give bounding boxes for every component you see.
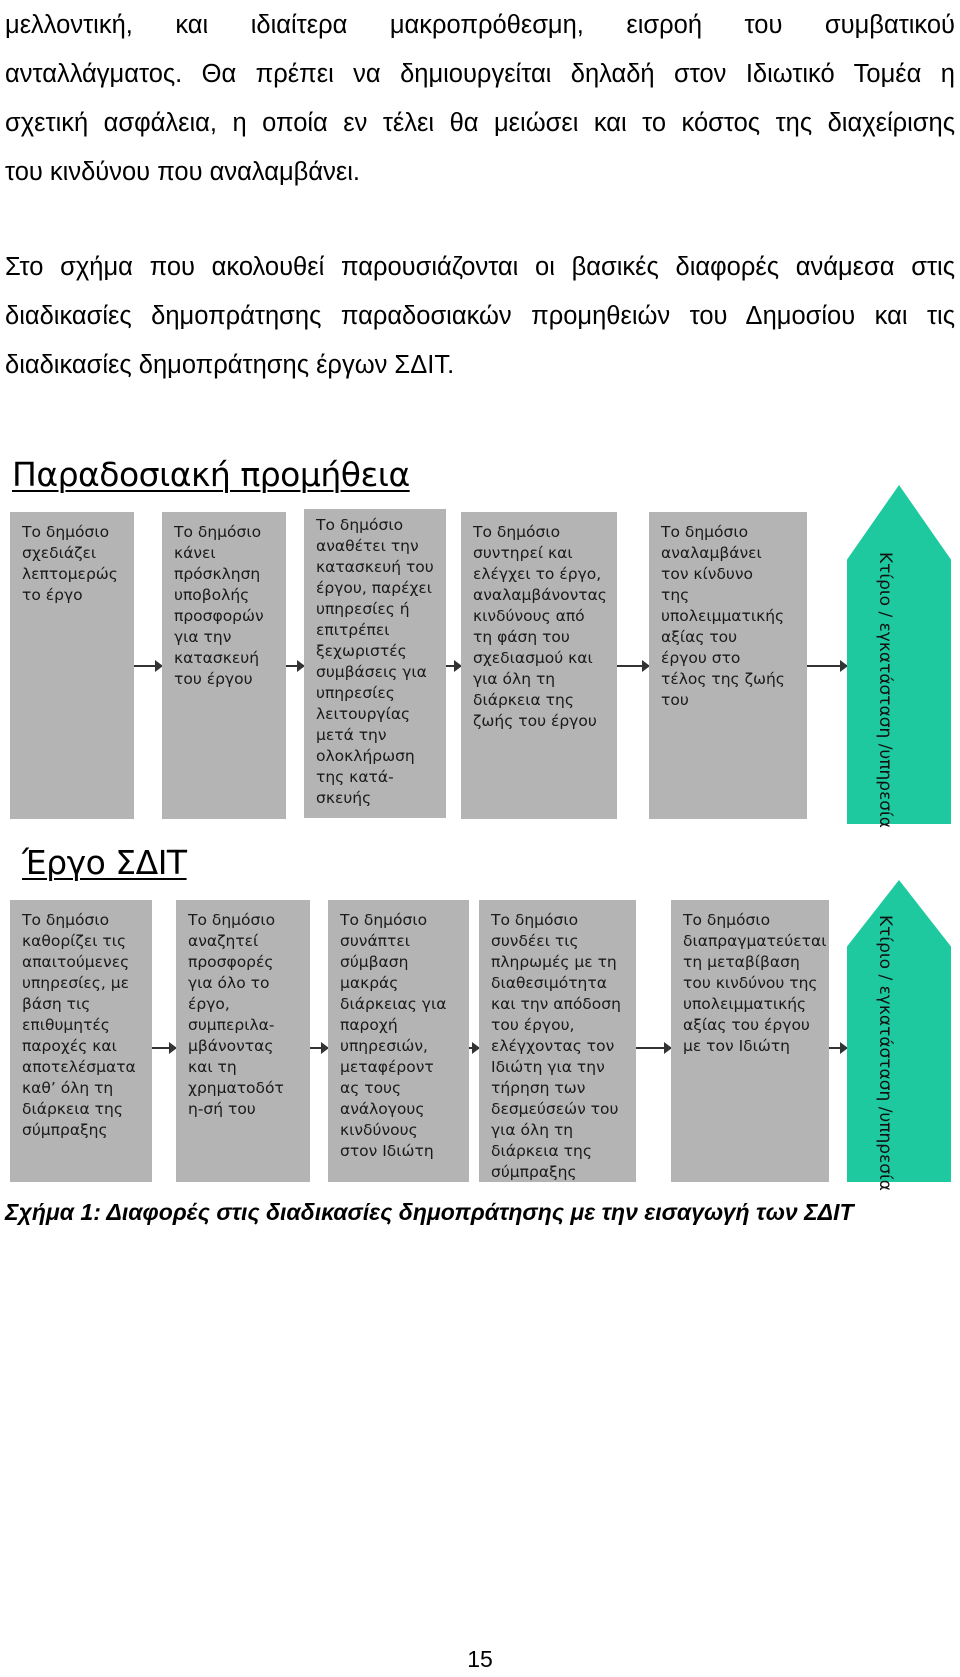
text-line: διαδικασίες δημοπράτησης έργων ΣΔΙΤ. bbox=[5, 351, 455, 379]
flow-arrow bbox=[152, 1047, 176, 1049]
traditional-result-label: Κτίριο / εγκατάσταση /υπηρεσία bbox=[875, 552, 895, 828]
text-line: του κινδύνου που αναλαμβάνει. bbox=[5, 158, 360, 186]
traditional-result-shape bbox=[847, 485, 951, 824]
flow-arrow bbox=[807, 665, 847, 667]
text-line: διαδικασίες δημοπράτησης παραδοσιακών προμηθειών του Δημοσίου και τις bbox=[5, 302, 955, 330]
traditional-step-4-box: Το δημόσιο συντηρεί και ελέγχει το έργο, αναλαμβάνοντας κινδύνους από τη φάση του σχεδιασμού και για όλη τη διάρκεια της ζωής του έργου bbox=[461, 512, 617, 819]
ppp-step-3-box: Το δημόσιο συνάπτει σύμβαση μακράς διάρκειας για παροχή υπηρεσιών, μεταφέροντ ας τους ανάλογους κινδύνους στον Ιδιώτη bbox=[328, 900, 469, 1182]
flow-arrow bbox=[286, 665, 304, 667]
flow-arrow bbox=[446, 665, 461, 667]
ppp-result-shape bbox=[847, 880, 951, 1182]
text-line: μελλοντική, και ιδιαίτερα μακροπρόθεσμη, εισροή του συμβατικού bbox=[5, 11, 955, 39]
body-paragraph-1 bbox=[5, 1, 955, 197]
figure-caption: Σχήμα 1: Διαφορές στις διαδικασίες δημοπράτησης με την εισαγωγή των ΣΔΙΤ bbox=[5, 1199, 854, 1225]
flow-arrow bbox=[829, 1047, 847, 1049]
text-line: σχετική ασφάλεια, η οποία εν τέλει θα μειώσει και το κόστος της διαχείρισης bbox=[5, 109, 955, 137]
ppp-step-1-box: Το δημόσιο καθορίζει τις απαιτούμενες υπηρεσίες, με βάση τις επιθυμητές παροχές και αποτελέσματα καθ’ όλη τη διάρκεια της σύμπραξης bbox=[10, 900, 152, 1182]
flow-arrow bbox=[469, 1047, 479, 1049]
text-line: ανταλλάγματος. Θα πρέπει να δημιουργείται δηλαδή στον Ιδιωτικό Τομέα η bbox=[5, 60, 955, 88]
traditional-procurement-title: Παραδοσιακή προμήθεια bbox=[12, 455, 410, 494]
traditional-step-5-box: Το δημόσιο αναλαμβάνει τον κίνδυνο της υπολειμματικής αξίας του έργου στο τέλος της ζωής του bbox=[649, 512, 807, 819]
ppp-step-4-box: Το δημόσιο συνδέει τις πληρωμές με τη διαθεσιμότητα και την απόδοση του έργου, ελέγχοντας τον Ιδιώτη για την τήρηση των δεσμεύσεών του για όλη τη διάρκεια της σύμπραξης bbox=[479, 900, 636, 1182]
ppp-step-2-box: Το δημόσιο αναζητεί προσφορές για όλο το έργο, συμπεριλα- μβάνοντας και τη χρηματοδότ η-σή του bbox=[176, 900, 310, 1182]
ppp-result-label: Κτίριο / εγκατάσταση /υπηρεσία bbox=[875, 915, 895, 1191]
flow-arrow bbox=[134, 665, 162, 667]
traditional-step-1-box: Το δημόσιο σχεδιάζει λεπτομερώς το έργο bbox=[10, 512, 134, 819]
flow-arrow bbox=[310, 1047, 328, 1049]
traditional-step-2-box: Το δημόσιο κάνει πρόσκληση υποβολής προσφορών για την κατασκευή του έργου bbox=[162, 512, 286, 819]
traditional-step-3-box: Το δημόσιο αναθέτει την κατασκευή του έργου, παρέχει υπηρεσίες ή επιτρέπει ξεχωριστές συμβάσεις για υπηρεσίες λειτουργίας μετά την ολοκλήρωση της κατά- σκευής bbox=[304, 509, 446, 818]
ppp-project-title: Έργο ΣΔΙΤ bbox=[22, 843, 187, 882]
text-line: Στο σχήμα που ακολουθεί παρουσιάζονται οι βασικές διαφορές ανάμεσα στις bbox=[5, 253, 955, 281]
page-number: 15 bbox=[467, 1646, 493, 1672]
ppp-step-5-box: Το δημόσιο διαπραγματεύεται τη μεταβίβαση του κινδύνου της υπολειμματικής αξίας του έργου με τον Ιδιώτη bbox=[671, 900, 829, 1182]
flow-arrow bbox=[636, 1047, 671, 1049]
body-paragraph-2 bbox=[5, 243, 955, 390]
flow-arrow bbox=[617, 665, 649, 667]
